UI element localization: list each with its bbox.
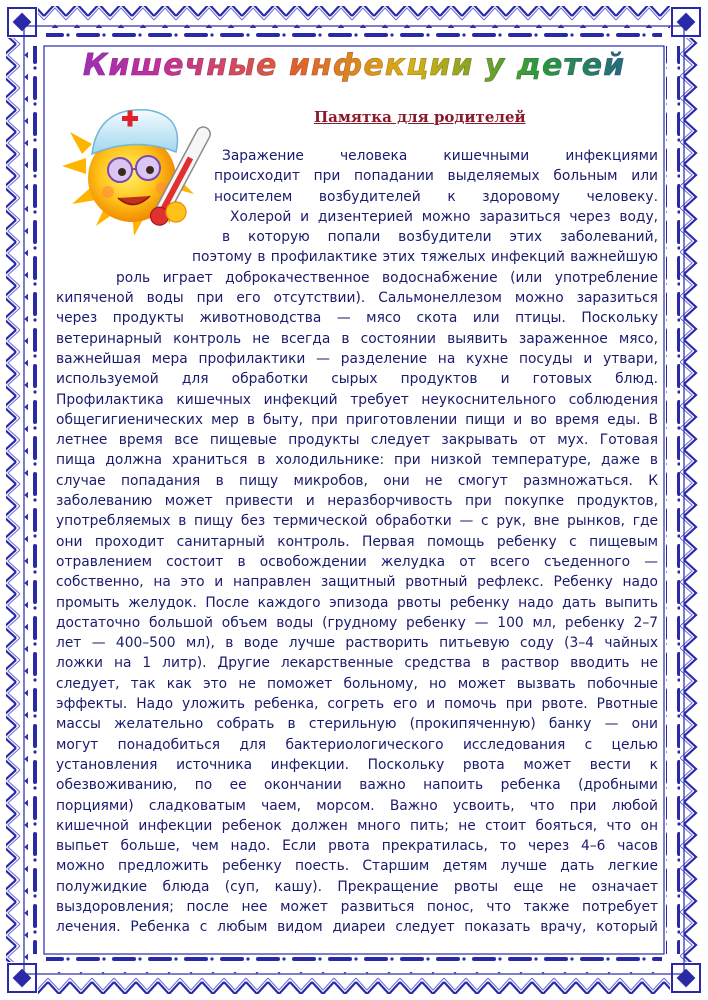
body-text-line: кипяченой воды при его отсутствии). Сальмонеллезом можно заразиться [56, 290, 658, 307]
body-text-line: случае попадания в пищу микробов, они не смогут размножаться. К [56, 472, 658, 489]
body-text-line: летнее время все пищевые продукты следует закрывать от мух. Готовая [56, 432, 658, 449]
body-text-line: пища должна храниться в холодильнике: при низкой температуре, даже в [56, 452, 658, 469]
body-text-line: могут понадобиться для бактериологического исследования с целью [56, 736, 658, 753]
body-text-line: ветеринарный контроль не всегда в состоянии выявить зараженное мясо, [56, 330, 658, 347]
body-text-line: промыть желудок. После каждого эпизода рвоты ребенку надо дать выпить [56, 594, 658, 611]
body-text-line: важнейшая мера профилактики — разделение на кухне посуды и утвари, [56, 350, 658, 367]
body-text-line: Холерой и дизентерией можно заразиться через воду, [230, 208, 658, 225]
body-text-line: ложки на 1 литр). Другие лекарственные средства в раствор вводить не [56, 655, 658, 672]
body-text-line: следует, так как это не поможет больному, но может вызвать побочные [56, 675, 658, 692]
body-text-line: в которую попали возбудители этих заболеваний, [222, 229, 658, 246]
body-text-line: Профилактика кишечных инфекций требует неукоснительного соблюдения [56, 391, 658, 408]
body-text-line: носителем возбудителей к здоровому человеку. [214, 188, 658, 205]
body-text-line: достаточно большой объем воды (грудному ребенку — 100 мл, ребенку 2–7 [56, 614, 658, 631]
body-text-line: употребляемых в пищу без термической обработки — с рук, вне рынков, где [56, 513, 658, 530]
body-text-line: порциями) сладковатым чаем, морсом. Важно усвоить, что при любой [56, 797, 658, 814]
body-text-line: обезвоживанию, по ее окончании важно напоить ребенка (дробными [56, 777, 658, 794]
page-subtitle: Памятка для родителей [314, 108, 526, 126]
body-text-line: происходит при попадании выделяемых больным или [214, 168, 658, 185]
body-text-line: кишечной инфекции ребенок должен много пить; не стоит бояться, что он [56, 817, 658, 834]
body-text-line: установления источника инфекции. Поскольку рвота может вести к [56, 756, 658, 773]
body-text-line: они проходит санитарный контроль. Первая помощь ребенку с пищевым [56, 533, 658, 550]
body-text-line: массы желательно собрать в стерильную (прокипяченную) банку — они [56, 716, 658, 733]
body-text-line: лечения. Ребенка с любым видом диареи следует показать врачу, который [56, 919, 658, 936]
body-text-line: выпьет больше, чем надо. Если рвота прекратилась, то через 4–6 часов [56, 838, 658, 855]
body-text-line: полужидкие блюда (суп, кашу). Прекращение рвоты еще не означает [56, 878, 658, 895]
body-text-line: эффекты. Надо уложить ребенка, согреть его и помочь при рвоте. Рвотные [56, 696, 658, 713]
body-text-line: можно предложить ребенку поесть. Старшим детям лучше дать легкие [56, 858, 658, 875]
body-text-line: общегигиенических мер в быту, при приготовлении пищи и во время еды. В [56, 411, 658, 428]
page-title: Кишечные инфекции у детей [0, 48, 708, 83]
body-text-line: используемой для обработки сырых продуктов и готовых блюд. [56, 371, 658, 388]
body-text-line: отравлением состоит в освобождении желудка от всего съеденного — [56, 553, 658, 570]
body-text-line: собственно, на это и направлен защитный рвотный рефлекс. Ребенку надо [56, 574, 658, 591]
body-text-line: заболеванию может привести и неразборчивость при покупке продуктов, [56, 493, 658, 510]
body-text-line: Заражение человека кишечными инфекциями [222, 148, 658, 164]
body-text-line: лет — 400–500 мл), в воде лучше растворить питьевую соду (3–4 чайных [56, 635, 658, 652]
body-text-line: выздоровления; после нее может развиться понос, что также потребует [56, 898, 658, 915]
body-text-line: роль играет доброкачественное водоснабжение (или употребление [116, 269, 658, 286]
body-text-line: через продукты животноводства — мясо скота или птицы. Поскольку [56, 310, 658, 327]
body-text-line: поэтому в профилактике этих тяжелых инфекций важнейшую [192, 249, 658, 266]
article-body [56, 146, 658, 936]
